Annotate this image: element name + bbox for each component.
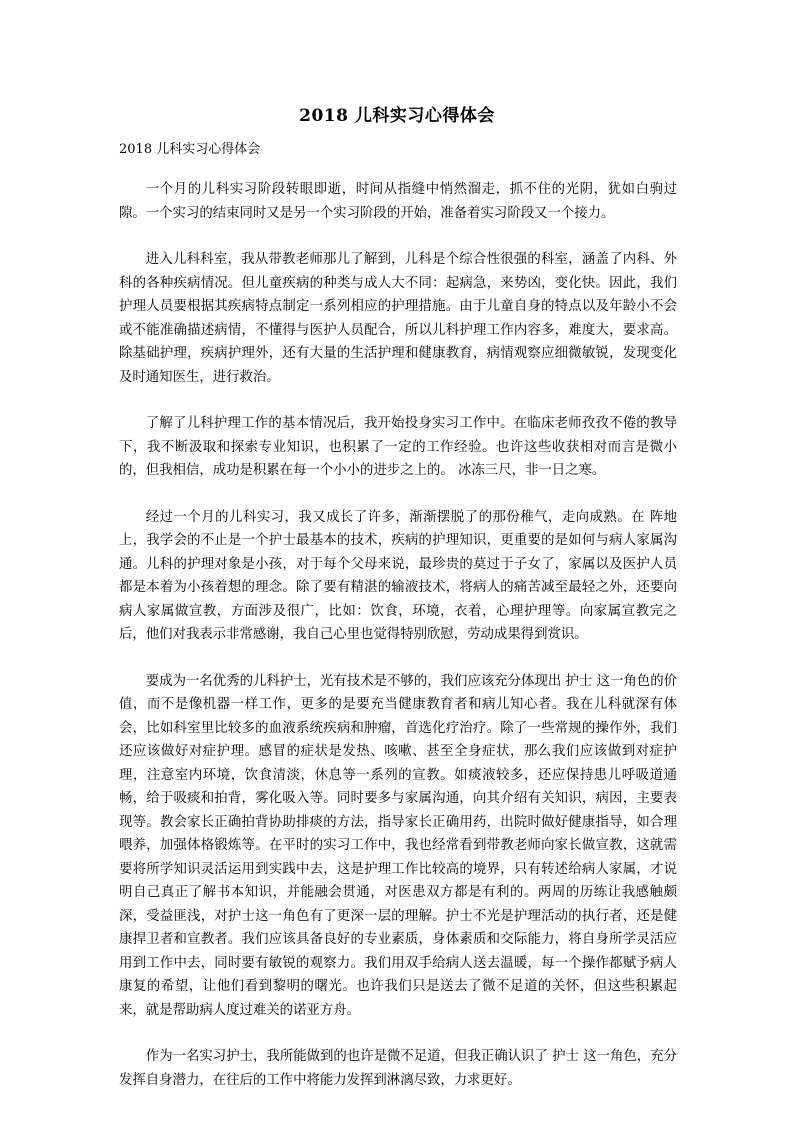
paragraph-nurse-role: 要成为一名优秀的儿科护士，光有技术是不够的，我们应该充分体现出 护士 这一角色的价值，而不是像机器一样工作，更多的是要充当健康教育者和病儿知心者。我在儿科就深有体会，比如科室里比较多的血液系统疾病和肿瘤，首选化疗治疗。除了一些常规的操作外，我们还应该做好对症护理。感冒的症状是发热、咳嗽、甚至全身症状，那么我们应该做到对症护理，注意室内环境，饮食清淡，休息等一系列的宣教。如痰液较多，还应保持患儿呼吸道通畅，给于吸痰和拍背，雾化吸入等。同时要多与家属沟通，向其介绍有关知识，病因，主要表现等。教会家长正确拍背协助排痰的方法，指导家长正确用药，出院时做好健康指导，如合理喂养，加强体格锻炼等。在平时的实习工作中，我也经常看到带教老师向家长做宣教，这就需要将所学知识灵活运用到实践中去，这是护理工作比较高的境界，只有转述给病人家属，才说明自己真正了解书本知识，并能融会贯通，对医患双方都是有利的。两周的历练让我感触颇深，受益匪浅，对护士这一角色有了更深一层的理解。护士不光是护理活动的执行者，还是健康捍卫者和宣教者。我们应该具备良好的专业素质，身体素质和交际能力，将自身所学灵活应用到工作中去，同时要有敏锐的观察力。我们用双手给病人送去温暖，每一个操作都赋予病人康复的希望，让他们看到黎明的曙光。也许我们只是送去了微不足道的关怀，但这些积累起来，就是帮助病人度过难关的诺亚方舟。 xyxy=(119,673,677,1018)
document-body xyxy=(119,178,677,1115)
paragraph-conclusion: 作为一名实习护士，我所能做到的也许是微不足道，但我正确认识了 护士 这一角色，充分发挥自身潜力，在往后的工作中将能力发挥到淋漓尽致，力求更好。 xyxy=(119,1049,677,1088)
document-subtitle: 2018 儿科实习心得体会 xyxy=(119,142,261,157)
paragraph-intro: 一个月的儿科实习阶段转眼即逝，时间从指缝中悄然溜走，抓不住的光阴，犹如白驹过隙。一个实习的结束同时又是另一个实习阶段的开始，准备着实习阶段又一个接力。 xyxy=(119,182,677,221)
paragraph-growth: 经过一个月的儿科实习，我又成长了许多，渐渐摆脱了的那份稚气，走向成熟。在 阵地上，我学会的不止是一个护士最基本的技术，疾病的护理知识，更重要的是如何与病人家属沟通。儿科的护理对象是小孩，对于每个父母来说，最珍贵的莫过于子女了，家属以及医护人员都是本着为小孩着想的理念。除了要有精湛的输液技术，将病人的痛苦减至最轻之外，还要向病人家属做宣教，方面涉及很广，比如：饮食，环境，衣着，心理护理等。向家属宣教完之后，他们对我表示非常感谢，我自己心里也觉得特别欣慰，劳动成果得到赏识。 xyxy=(119,509,677,642)
paragraph-department: 进入儿科科室，我从带教老师那儿了解到，儿科是个综合性很强的科室，涵盖了内科、外科的各种疾病情况。但儿童疾病的种类与成人大不同：起病急，来势凶，变化快。因此，我们护理人员要根据其疾病特点制定一系列相应的护理措施。由于儿童自身的特点以及年龄小不会或不能准确描述病情，不懂得与医护人员配合，所以儿科护理工作内容多，难度大，要求高。除基础护理，疾病护理外，还有大量的生活护理和健康教育，病情观察应细微敏锐，发现变化及时通知医生，进行救治。 xyxy=(119,252,677,385)
paragraph-practice: 了解了儿科护理工作的基本情况后，我开始投身实习工作中。在临床老师孜孜不倦的教导下，我不断汲取和探索专业知识，也积累了一定的工作经验。也许这些收获相对而言是微小的，但我相信，成功是积累在每一个小小的进步之上的。 冰冻三尺，非一日之寒。 xyxy=(119,416,677,478)
document-title: 2018 儿科实习心得体会 xyxy=(299,106,495,126)
